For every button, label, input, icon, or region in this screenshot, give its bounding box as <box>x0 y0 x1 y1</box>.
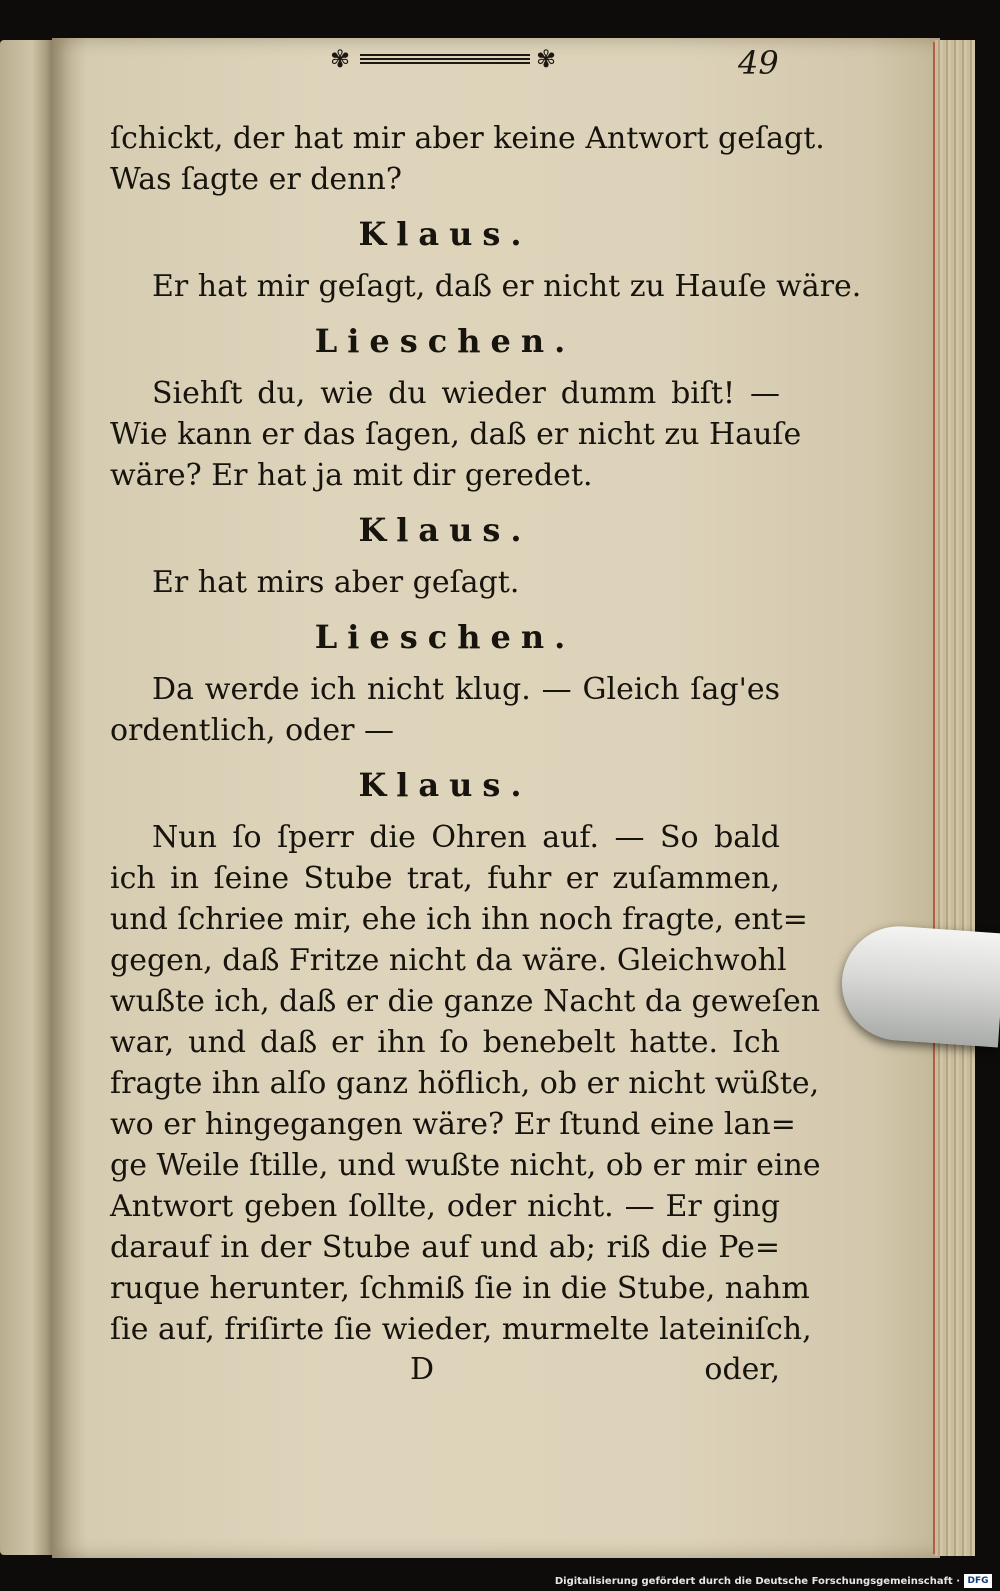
text-line: Da werde ich nicht klug. — Gleich ſag'es <box>152 672 780 707</box>
text-line: Antwort geben ſollte, oder nicht. — Er ging <box>110 1189 780 1224</box>
header-ornament <box>330 46 560 72</box>
speaker-heading: Lieschen. <box>314 618 576 656</box>
text-line: ich in ſeine Stube trat, fuhr er zuſammen, <box>110 861 780 896</box>
digitization-credit: Digitalisierung gefördert durch die Deutsche Forschungsgemeinschaft · <box>554 1576 960 1587</box>
text-line: wo er hingegangen wäre? Er ſtund eine lan= <box>110 1107 796 1142</box>
text-line: Er hat mirs aber geſagt. <box>152 565 520 600</box>
text-line: Wie kann er das ſagen, daß er nicht zu Hauſe <box>110 417 802 452</box>
page-number: 49 <box>738 44 779 82</box>
flower-ornament-icon: ✾ <box>536 45 557 73</box>
text-line: ordentlich, oder — <box>110 713 395 748</box>
flower-ornament-icon: ✾ <box>330 45 351 73</box>
speaker-heading: Klaus. <box>358 766 532 804</box>
speaker-heading: Klaus. <box>358 511 532 549</box>
text-line: darauf in der Stube auf und ab; riß die Pe= <box>110 1230 780 1265</box>
text-line: ge Weile ſtille, und wußte nicht, ob er mir eine <box>110 1148 821 1183</box>
text-line: ruque herunter, ſchmiß ſie in die Stube, nahm <box>110 1271 810 1306</box>
dfg-logo: DFG <box>964 1574 992 1588</box>
speaker-heading: Lieschen. <box>314 322 576 360</box>
text-line: Nun ſo ſperr die Ohren auf. — So bald <box>152 820 780 855</box>
page-text <box>110 118 862 1390</box>
speaker-heading: Klaus. <box>358 215 532 253</box>
text-line: ſie auf, friſirte ſie wieder, murmelte lateiniſch, <box>110 1312 812 1347</box>
text-line: ſchickt, der hat mir aber keine Antwort geſagt. <box>110 121 825 156</box>
text-line: Er hat mir geſagt, daß er nicht zu Hauſe wäre. <box>152 269 862 304</box>
text-line: und ſchriee mir, ehe ich ihn noch fragte, ent= <box>110 902 808 937</box>
page-stack-edge <box>935 40 975 1556</box>
text-line: gegen, daß Fritze nicht da wäre. Gleichwohl <box>110 943 787 978</box>
page-footer-row <box>110 1350 780 1390</box>
text-line: wußte ich, daß er die ganze Nacht da geweſen <box>110 984 821 1019</box>
text-line: fragte ihn alſo ganz höflich, ob er nicht wüßte, <box>110 1066 820 1101</box>
text-line: wäre? Er hat ja mit dir geredet. <box>110 458 593 493</box>
ornament-rule <box>360 54 530 64</box>
text-line: Siehſt du, wie du wieder dumm biſt! — <box>152 376 780 411</box>
previous-page-edge <box>0 40 58 1555</box>
signature-mark: D <box>410 1352 435 1387</box>
catchword: oder, <box>704 1352 780 1387</box>
text-line: war, und daß er ihn ſo benebelt hatte. Ich <box>110 1025 780 1060</box>
text-line: Was ſagte er denn? <box>110 162 402 197</box>
